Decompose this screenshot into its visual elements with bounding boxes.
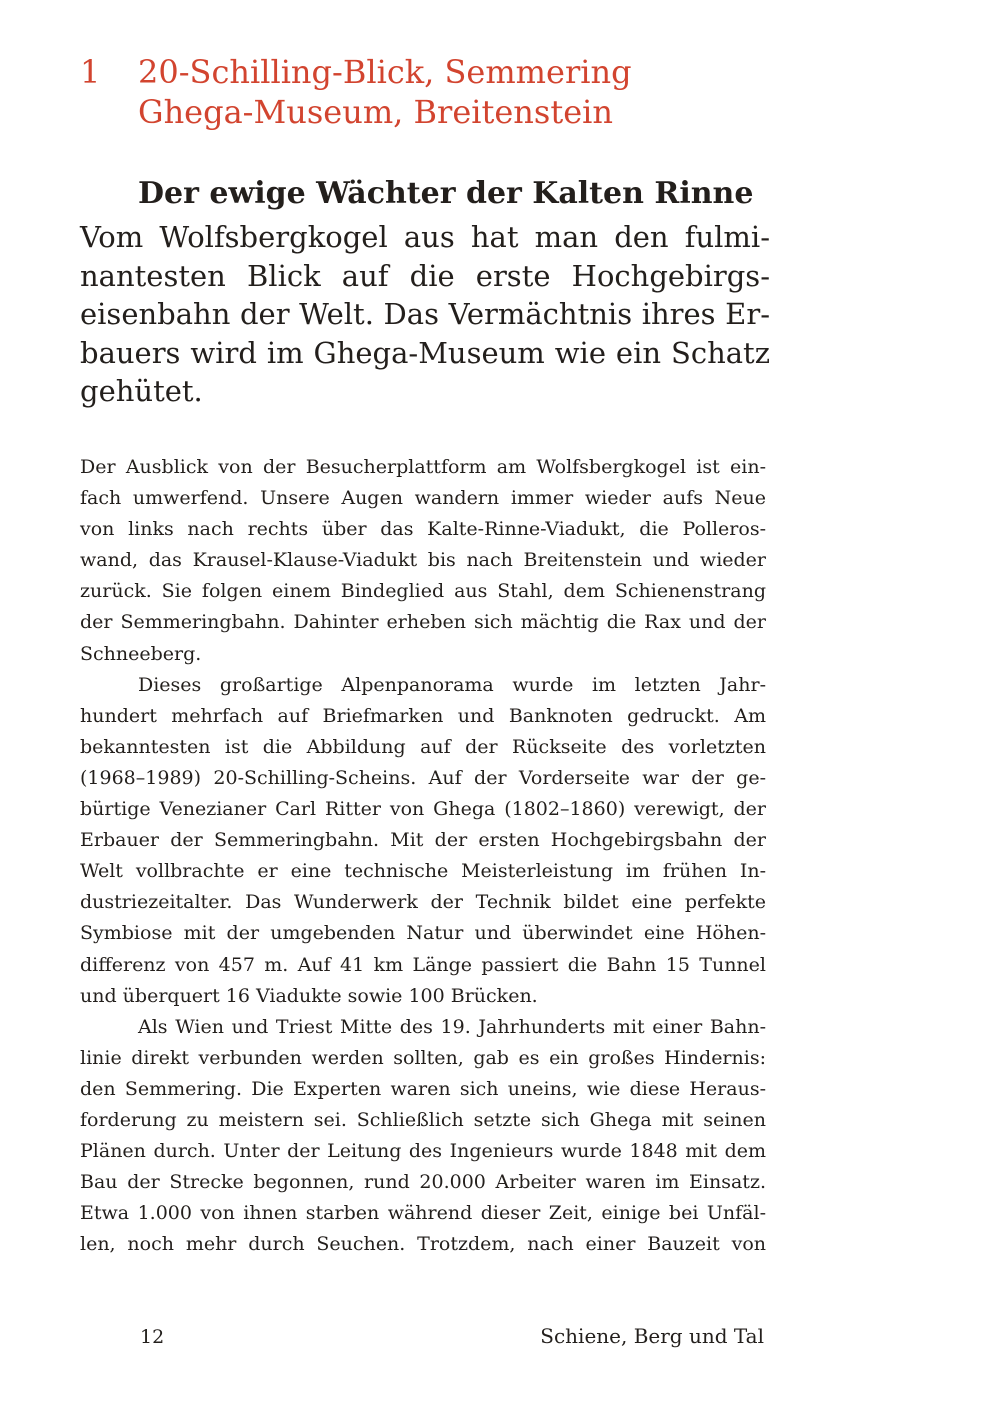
body-line: Erbauer der Semmeringbahn. Mit der ersten Hochgebirgsbahn der bbox=[80, 829, 766, 852]
body-line: Symbiose mit der umgebenden Natur und überwindet eine Höhen- bbox=[80, 922, 766, 945]
body-line: bürtige Venezianer Carl Ritter von Ghega (1802–1860) verewigt, der bbox=[80, 798, 766, 821]
body-line: bekanntesten ist die Abbildung auf der Rückseite des vorletzten bbox=[80, 735, 766, 758]
chapter-title-line: Ghega-Museum, Breitenstein bbox=[138, 93, 613, 131]
body-line: (1968–1989) 20-Schilling-Scheins. Auf der Vorderseite war der ge- bbox=[80, 766, 766, 789]
body-line: Welt vollbrachte er eine technische Meisterleistung im frühen In- bbox=[80, 860, 766, 883]
lead-paragraph bbox=[80, 218, 770, 411]
lead-line: eisenbahn der Welt. Das Vermächtnis ihres Er- bbox=[80, 297, 770, 331]
body-line: Bau der Strecke begonnen, rund 20.000 Arbeiter waren im Einsatz. bbox=[80, 1171, 766, 1194]
body-line: Schneeberg. bbox=[80, 642, 202, 665]
body-line: Plänen durch. Unter der Leitung des Ingenieurs wurde 1848 mit dem bbox=[80, 1140, 766, 1163]
article-headline: Der ewige Wächter der Kalten Rinne bbox=[138, 176, 754, 211]
body-line: forderung zu meistern sei. Schließlich setzte sich Ghega mit seinen bbox=[80, 1108, 766, 1131]
body-line: hundert mehrfach auf Briefmarken und Banknoten gedruckt. Am bbox=[80, 704, 766, 727]
body-line: Als Wien und Triest Mitte des 19. Jahrhunderts mit einer Bahn- bbox=[138, 1015, 766, 1038]
lead-line: Vom Wolfsbergkogel aus hat man den fulmi- bbox=[80, 220, 770, 254]
body-text bbox=[80, 452, 766, 1260]
lead-line: gehütet. bbox=[80, 374, 203, 408]
chapter-number: 1 bbox=[80, 53, 101, 91]
running-title: Schiene, Berg und Tal bbox=[540, 1324, 764, 1348]
body-line: und überquert 16 Viadukte sowie 100 Brücken. bbox=[80, 984, 538, 1007]
body-line: linie direkt verbunden werden sollten, gab es ein großes Hindernis: bbox=[80, 1046, 766, 1069]
body-line: len, noch mehr durch Seuchen. Trotzdem, nach einer Bauzeit von bbox=[80, 1233, 766, 1256]
body-line: dustriezeitalter. Das Wunderwerk der Technik bildet eine perfekte bbox=[80, 891, 766, 914]
body-line: zurück. Sie folgen einem Bindeglied aus Stahl, dem Schienenstrang bbox=[80, 580, 766, 603]
body-line: fach umwerfend. Unsere Augen wandern immer wieder aufs Neue bbox=[80, 487, 766, 510]
page-number: 12 bbox=[140, 1326, 165, 1348]
body-line: wand, das Krausel-Klause-Viadukt bis nach Breitenstein und wieder bbox=[80, 549, 766, 572]
body-line: Dieses großartige Alpenpanorama wurde im letzten Jahr- bbox=[138, 673, 766, 696]
chapter-title-line: 20-Schilling-Blick, Semmering bbox=[138, 53, 632, 91]
chapter-title bbox=[138, 52, 778, 132]
body-line: differenz von 457 m. Auf 41 km Länge passiert die Bahn 15 Tunnel bbox=[80, 953, 766, 976]
lead-line: bauers wird im Ghega-Museum wie ein Schatz bbox=[80, 335, 770, 370]
body-line: von links nach rechts über das Kalte-Rinne-Viadukt, die Polleros- bbox=[80, 518, 766, 541]
body-line: Etwa 1.000 von ihnen starben während dieser Zeit, einige bei Unfäl- bbox=[80, 1202, 766, 1225]
body-line: Der Ausblick von der Besucherplattform am Wolfsbergkogel ist ein- bbox=[80, 456, 766, 478]
body-line: den Semmering. Die Experten waren sich uneins, wie diese Heraus- bbox=[80, 1077, 766, 1100]
lead-line: nantesten Blick auf die erste Hochgebirgs- bbox=[80, 258, 770, 293]
body-line: der Semmeringbahn. Dahinter erheben sich mächtig die Rax und der bbox=[80, 611, 766, 634]
